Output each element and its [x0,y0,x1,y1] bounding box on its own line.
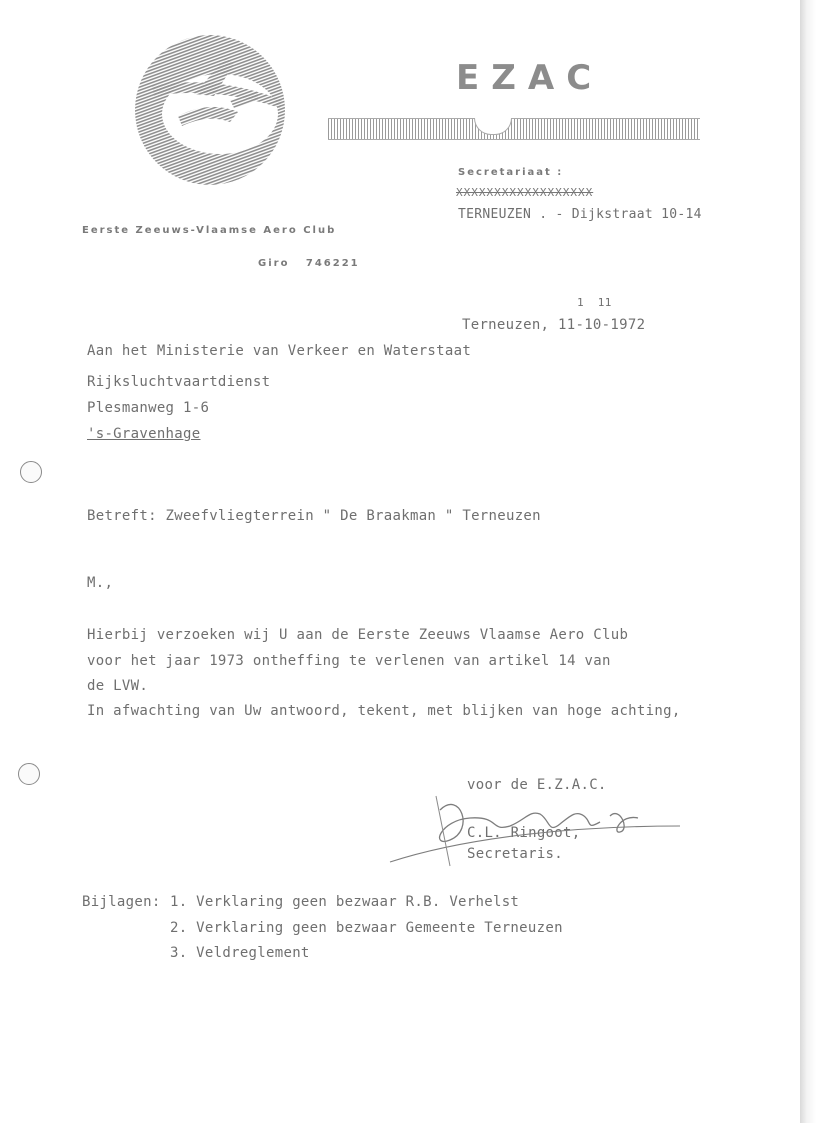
attachment-item-3: 3. Veldreglement [170,945,310,961]
recipient-line-4: 's-Gravenhage [87,426,201,442]
attachments-label: Bijlagen: [82,894,161,910]
secretariat-address: TERNEUZEN . - Dijkstraat 10-14 [458,207,702,222]
punch-hole-bottom [18,763,40,785]
closing-line-3: Secretaris. [467,846,564,862]
club-name: Eerste Zeeuws-Vlaamse Aero Club [82,225,337,236]
old-address-struck: XXXXXXXXXXXXXXXXXX [456,186,594,199]
body-line-4: In afwachting van Uw antwoord, tekent, met blijken van hoge achting, [87,703,681,719]
body-line-3: de LVW. [87,678,149,694]
letter-date: Terneuzen, 11-10-1972 [462,317,646,333]
letterhead-stripe [328,118,700,140]
closing-line-2: C.L. Ringoot, [467,825,581,841]
closing-line-1: voor de E.Z.A.C. [467,777,607,793]
punch-hole-top [20,461,42,483]
club-logo-icon [134,34,286,186]
recipient-line-1: Aan het Ministerie van Verkeer en Waterstaat [87,343,472,359]
body-line-1: Hierbij verzoeken wij U aan de Eerste Zeeuws Vlaamse Aero Club [87,627,629,643]
subject-line: Betreft: Zweefvliegterrein " De Braakman " Terneuzen [87,508,541,524]
date-correction: 1 11 [577,296,612,309]
page-edge [800,0,816,1123]
brand-title: EZAC [456,58,604,98]
giro-number: Giro 746221 [258,258,360,269]
body-line-2: voor het jaar 1973 ontheffing te verlenen van artikel 14 van [87,653,611,669]
recipient-line-3: Plesmanweg 1-6 [87,400,210,416]
secretariat-label: Secretariaat : [458,167,564,178]
salutation: M., [87,575,114,591]
signature-icon [380,770,690,870]
recipient-line-2: Rijksluchtvaartdienst [87,374,271,390]
attachment-item-1: 1. Verklaring geen bezwaar R.B. Verhelst [170,894,520,910]
attachment-item-2: 2. Verklaring geen bezwaar Gemeente Terneuzen [170,920,563,936]
